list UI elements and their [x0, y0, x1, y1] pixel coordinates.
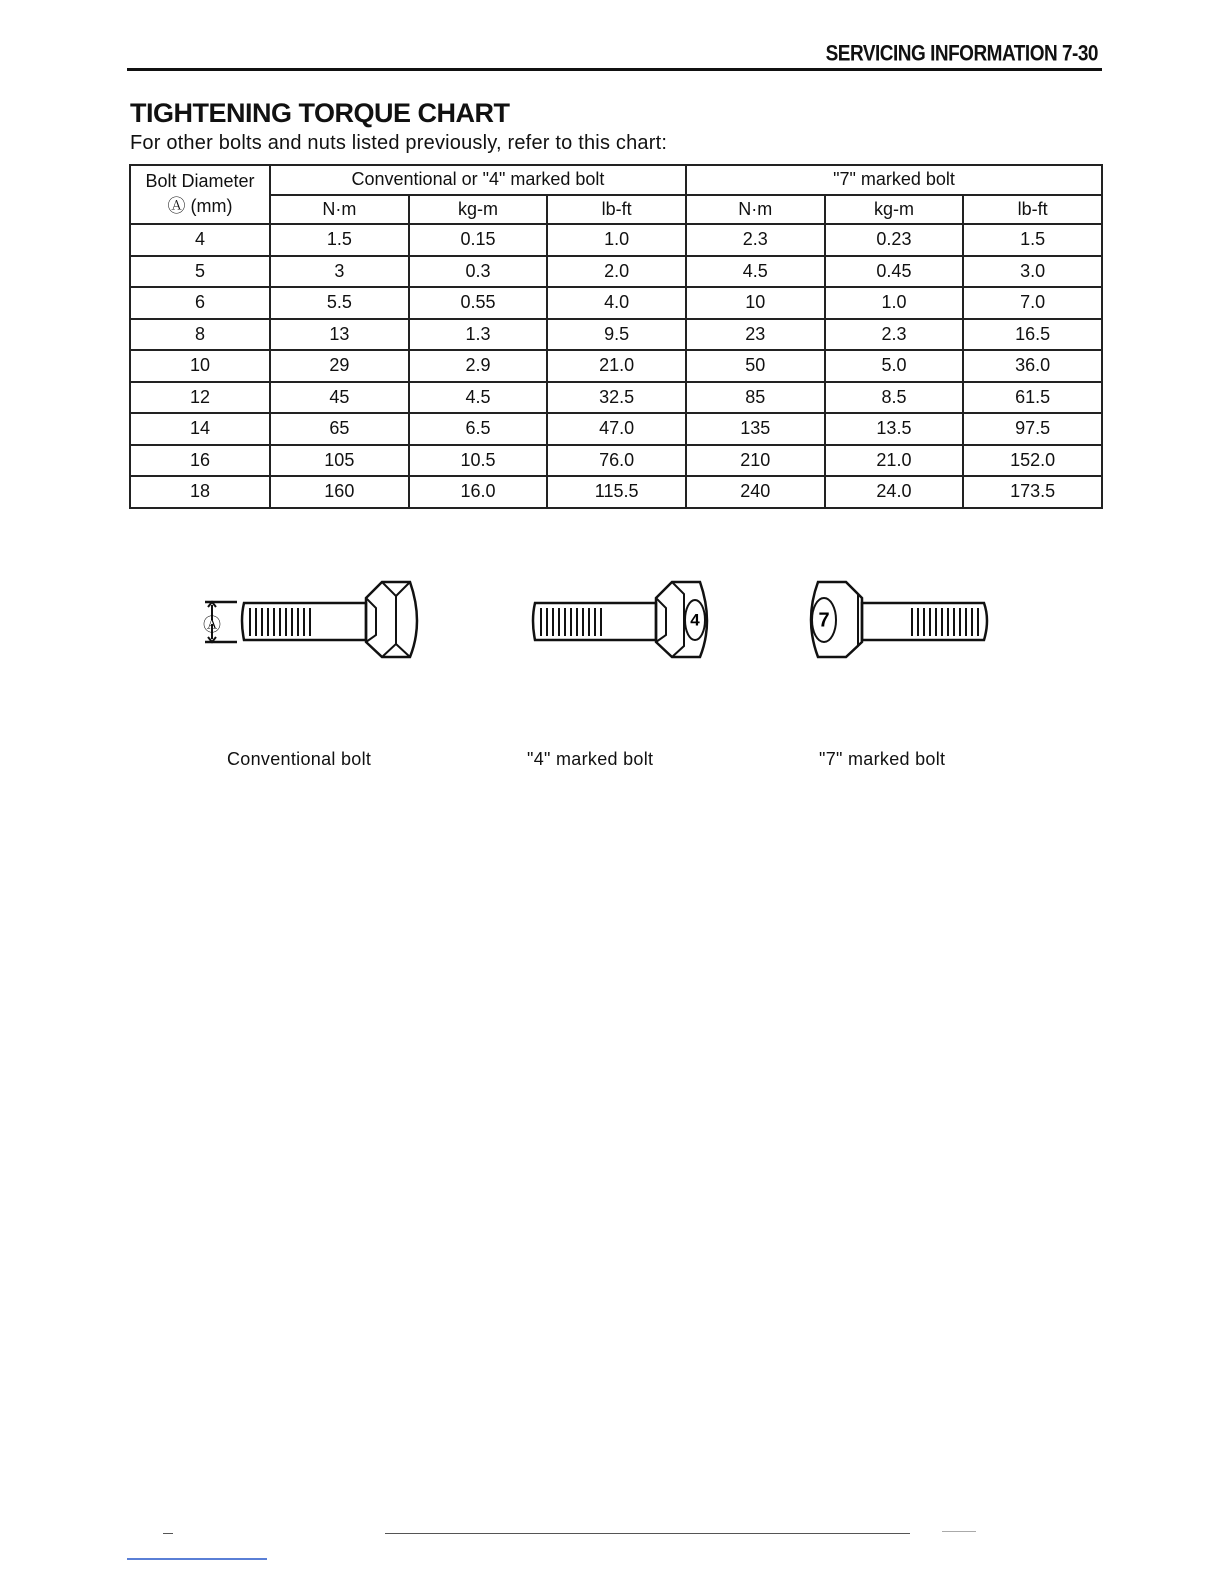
torque-value-cell: 21.0: [547, 350, 686, 382]
torque-value-cell: 23: [686, 319, 825, 351]
bolt-diameter-cell: 14: [130, 413, 270, 445]
running-head: SERVICING INFORMATION 7-30: [825, 42, 1098, 67]
torque-value-cell: 3: [270, 256, 409, 288]
table-row: [130, 256, 1102, 288]
torque-value-cell: 32.5: [547, 382, 686, 414]
four-marked-bolt-figure: [533, 582, 707, 657]
unit-header: N·m: [270, 195, 409, 225]
unit-header: N·m: [686, 195, 825, 225]
bolt-diameter-cell: 12: [130, 382, 270, 414]
bolt-diameter-cell: 5: [130, 256, 270, 288]
footer-blue-rule: [127, 1558, 267, 1560]
four-mark: 4: [690, 610, 700, 630]
torque-value-cell: 1.5: [963, 224, 1102, 256]
torque-value-cell: 61.5: [963, 382, 1102, 414]
torque-value-cell: 1.0: [547, 224, 686, 256]
header-group-conventional: Conventional or "4" marked bolt: [270, 165, 686, 195]
torque-value-cell: 4.5: [686, 256, 825, 288]
torque-value-cell: 173.5: [963, 476, 1102, 508]
torque-value-cell: 50: [686, 350, 825, 382]
torque-value-cell: 5.0: [825, 350, 964, 382]
torque-value-cell: 13: [270, 319, 409, 351]
torque-value-cell: 115.5: [547, 476, 686, 508]
torque-value-cell: 97.5: [963, 413, 1102, 445]
footer-mark: [163, 1533, 173, 1534]
bolt-diameter-cell: 6: [130, 287, 270, 319]
torque-value-cell: 0.45: [825, 256, 964, 288]
torque-value-cell: 1.5: [270, 224, 409, 256]
header-bolt-diameter: [130, 165, 270, 224]
torque-value-cell: 0.3: [409, 256, 548, 288]
torque-value-cell: 135: [686, 413, 825, 445]
header-bolt-diameter-line1: Bolt Diameter: [145, 171, 255, 191]
bolt-diameter-cell: 4: [130, 224, 270, 256]
torque-value-cell: 2.0: [547, 256, 686, 288]
bolt-diameter-cell: 18: [130, 476, 270, 508]
torque-value-cell: 16.0: [409, 476, 548, 508]
torque-value-cell: 3.0: [963, 256, 1102, 288]
bolt-figures: [0, 560, 1224, 680]
unit-header: kg-m: [825, 195, 964, 225]
table-row: [130, 287, 1102, 319]
torque-value-cell: 9.5: [547, 319, 686, 351]
torque-value-cell: 4.0: [547, 287, 686, 319]
footer-rule: [385, 1533, 910, 1534]
seven-marked-bolt-figure: [811, 582, 987, 657]
table-row: [130, 476, 1102, 508]
bolt-diameter-cell: 16: [130, 445, 270, 477]
torque-value-cell: 10.5: [409, 445, 548, 477]
torque-value-cell: 240: [686, 476, 825, 508]
seven-mark: 7: [818, 609, 830, 632]
footer-rule-short: [942, 1531, 976, 1532]
table-row: [130, 445, 1102, 477]
bolt-diameter-cell: 8: [130, 319, 270, 351]
table-row: [130, 350, 1102, 382]
torque-value-cell: 21.0: [825, 445, 964, 477]
torque-value-cell: 4.5: [409, 382, 548, 414]
torque-value-cell: 1.3: [409, 319, 548, 351]
label-seven-marked-bolt: "7" marked bolt: [819, 749, 946, 769]
conventional-bolt-figure: [205, 582, 417, 657]
torque-value-cell: 29: [270, 350, 409, 382]
torque-value-cell: 2.9: [409, 350, 548, 382]
torque-value-cell: 45: [270, 382, 409, 414]
torque-value-cell: 210: [686, 445, 825, 477]
torque-value-cell: 24.0: [825, 476, 964, 508]
torque-value-cell: 47.0: [547, 413, 686, 445]
page-title: TIGHTENING TORQUE CHART: [130, 98, 510, 128]
bolt-diameter-cell: 10: [130, 350, 270, 382]
unit-header: kg-m: [409, 195, 548, 225]
header-rule: [127, 68, 1102, 71]
table-body: [130, 224, 1102, 508]
torque-value-cell: 85: [686, 382, 825, 414]
torque-value-cell: 0.15: [409, 224, 548, 256]
diameter-marker: Ⓐ: [203, 614, 221, 635]
torque-value-cell: 152.0: [963, 445, 1102, 477]
torque-value-cell: 10: [686, 287, 825, 319]
table-row: [130, 382, 1102, 414]
torque-value-cell: 0.55: [409, 287, 548, 319]
unit-header: lb-ft: [963, 195, 1102, 225]
torque-value-cell: 6.5: [409, 413, 548, 445]
torque-value-cell: 36.0: [963, 350, 1102, 382]
unit-header: lb-ft: [547, 195, 686, 225]
torque-value-cell: 8.5: [825, 382, 964, 414]
torque-value-cell: 16.5: [963, 319, 1102, 351]
torque-value-cell: 65: [270, 413, 409, 445]
label-conventional-bolt: Conventional bolt: [227, 749, 372, 769]
torque-value-cell: 13.5: [825, 413, 964, 445]
intro-text: For other bolts and nuts listed previously, refer to this chart:: [130, 132, 668, 154]
torque-value-cell: 5.5: [270, 287, 409, 319]
torque-value-cell: 160: [270, 476, 409, 508]
table-row: [130, 319, 1102, 351]
torque-value-cell: 2.3: [825, 319, 964, 351]
units-row: [130, 195, 1102, 225]
header-group-seven: "7" marked bolt: [686, 165, 1102, 195]
table-row: [130, 224, 1102, 256]
torque-table: [129, 164, 1103, 509]
torque-value-cell: 1.0: [825, 287, 964, 319]
torque-value-cell: 105: [270, 445, 409, 477]
label-four-marked-bolt: "4" marked bolt: [527, 749, 654, 769]
torque-value-cell: 0.23: [825, 224, 964, 256]
header-bolt-diameter-line2: Ⓐ (mm): [167, 196, 233, 216]
torque-value-cell: 76.0: [547, 445, 686, 477]
torque-value-cell: 7.0: [963, 287, 1102, 319]
torque-value-cell: 2.3: [686, 224, 825, 256]
table-row: [130, 413, 1102, 445]
